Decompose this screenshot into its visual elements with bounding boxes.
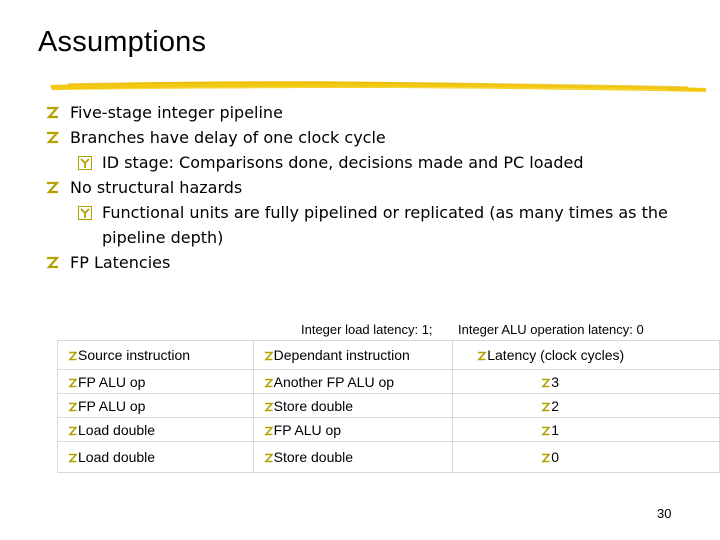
table-header-cell: Source instruction xyxy=(58,341,254,370)
page-number: 30 xyxy=(657,506,672,521)
z-bullet-icon xyxy=(264,453,273,463)
table-cell: FP ALU op xyxy=(58,370,254,394)
sub-bullet-continuation xyxy=(44,225,694,250)
z-bullet-icon xyxy=(46,131,59,144)
z-bullet-icon xyxy=(46,106,59,119)
table-cell: 0 xyxy=(453,442,720,473)
z-bullet-icon xyxy=(264,378,273,388)
z-bullet-icon xyxy=(264,426,273,436)
sub-bullet-text: pipeline depth) xyxy=(102,228,224,247)
bullet-text: Five-stage integer pipeline xyxy=(70,103,283,122)
y-box-bullet-icon xyxy=(78,206,92,220)
table-row xyxy=(58,418,720,442)
table-cell: 3 xyxy=(453,370,720,394)
table-cell: FP ALU op xyxy=(58,394,254,418)
load-latency-note: Integer load latency: 1; xyxy=(301,322,433,337)
table-cell: 1 xyxy=(453,418,720,442)
z-bullet-icon xyxy=(68,453,77,463)
y-box-bullet-icon xyxy=(78,156,92,170)
z-bullet-icon xyxy=(46,181,59,194)
z-bullet-icon xyxy=(264,351,273,361)
z-bullet-icon xyxy=(68,426,77,436)
z-bullet-icon xyxy=(541,402,550,412)
table-cell: Load double xyxy=(58,418,254,442)
sub-bullet-item xyxy=(44,150,694,175)
table-header-cell: Latency (clock cycles) xyxy=(453,341,720,370)
alu-latency-note: Integer ALU operation latency: 0 xyxy=(458,322,644,337)
table-row xyxy=(58,442,720,473)
bullet-item xyxy=(44,100,694,125)
z-bullet-icon xyxy=(68,351,77,361)
sub-bullet-text: ID stage: Comparisons done, decisions made and PC loaded xyxy=(102,153,584,172)
bullet-item xyxy=(44,250,694,275)
z-bullet-icon xyxy=(68,378,77,388)
z-bullet-icon xyxy=(541,426,550,436)
title-underline-brushstroke xyxy=(48,75,708,97)
table-row xyxy=(58,370,720,394)
bullet-item xyxy=(44,175,694,200)
table-cell: FP ALU op xyxy=(253,418,453,442)
bullet-text: FP Latencies xyxy=(70,253,171,272)
fp-latency-table xyxy=(57,340,720,473)
slide-title: Assumptions xyxy=(38,26,207,58)
table-cell: Store double xyxy=(253,394,453,418)
sub-bullet-text: Functional units are fully pipelined or replicated (as many times as the xyxy=(102,203,668,222)
z-bullet-icon xyxy=(46,256,59,269)
z-bullet-icon xyxy=(477,351,486,361)
table-header-row xyxy=(58,341,720,370)
table-cell: Another FP ALU op xyxy=(253,370,453,394)
table-cell: Load double xyxy=(58,442,254,473)
z-bullet-icon xyxy=(541,378,550,388)
z-bullet-icon xyxy=(68,402,77,412)
sub-bullet-item xyxy=(44,200,694,225)
bullet-text: Branches have delay of one clock cycle xyxy=(70,128,386,147)
bullet-list xyxy=(44,100,694,275)
bullet-text: No structural hazards xyxy=(70,178,243,197)
table-cell: Store double xyxy=(253,442,453,473)
bullet-item xyxy=(44,125,694,150)
z-bullet-icon xyxy=(264,402,273,412)
table-header-cell: Dependant instruction xyxy=(253,341,453,370)
table-cell: 2 xyxy=(453,394,720,418)
z-bullet-icon xyxy=(541,453,550,463)
table-row xyxy=(58,394,720,418)
